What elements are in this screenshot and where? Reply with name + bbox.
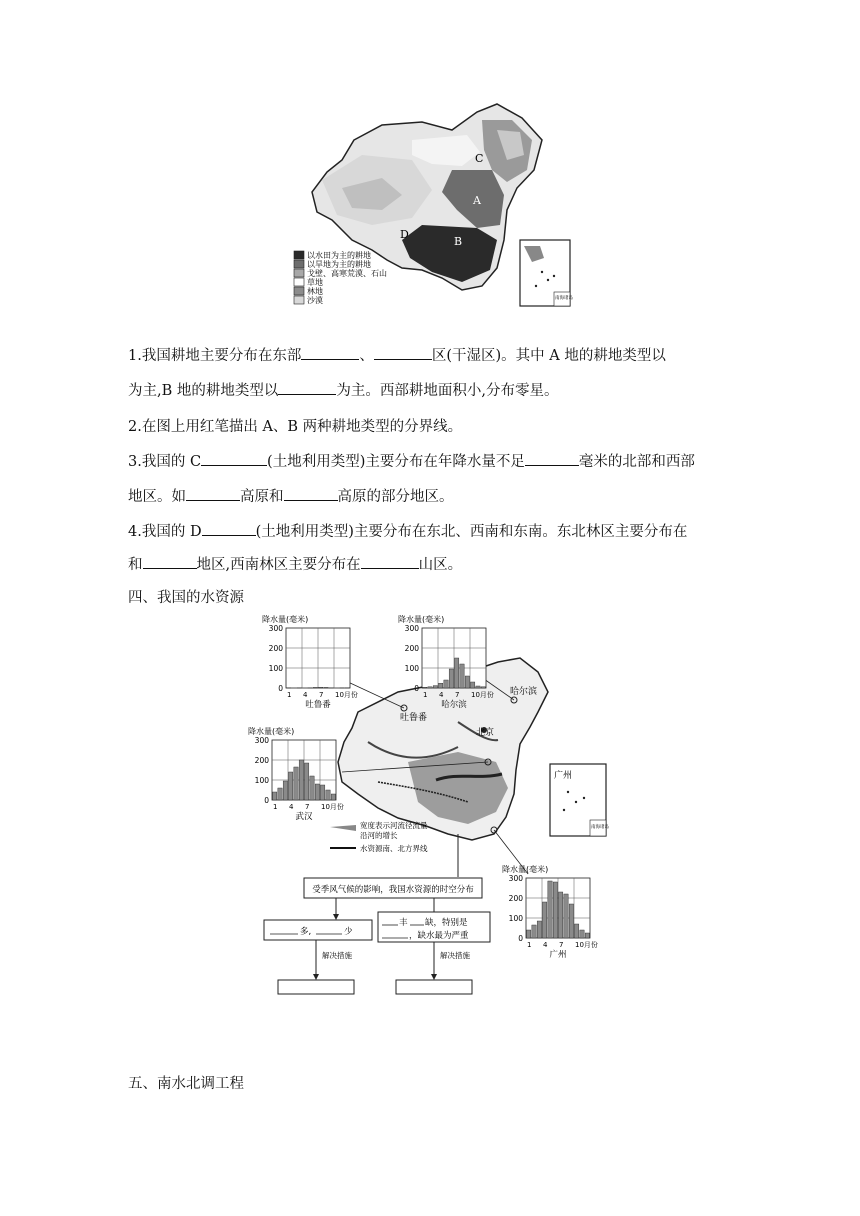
- legend-item: 宽度表示河流径流量: [360, 821, 428, 830]
- q1-text: 、: [359, 348, 374, 364]
- chart-xtick: 4: [289, 803, 294, 811]
- answer-box-left[interactable]: [278, 980, 354, 994]
- south-china-sea-inset-water: [550, 764, 609, 836]
- chart-xtick: 1: [273, 803, 278, 811]
- legend-item: 沿河的增长: [360, 831, 398, 840]
- q4-text: (土地利用类型)主要分布在东北、西南和东南。东北林区主要分布在: [255, 524, 688, 540]
- legend-item: 沙漠: [307, 296, 323, 305]
- water-resources-diagram: [248, 612, 614, 994]
- chart-ytick: 300: [404, 624, 419, 633]
- legend-item: 以旱地为主的耕地: [307, 260, 371, 269]
- chart-xtick: 1: [423, 691, 428, 699]
- q2-text: 2.在图上用红笔描出 A、B 两种耕地类型的分界线。: [128, 419, 463, 435]
- chart-xtick: 4: [439, 691, 444, 699]
- chart-bar: [465, 676, 469, 688]
- chart-xtick: 10月份: [575, 941, 598, 949]
- q3-text: (土地利用类型)主要分布在年降水量不足: [267, 454, 525, 470]
- q1-text: 为主。西部耕地面积小,分布零星。: [336, 383, 559, 399]
- flow-box-left: [264, 920, 372, 940]
- inset-label: 南海诸岛: [555, 296, 573, 301]
- chart-xtick: 1: [527, 941, 532, 949]
- legend-item: 草地: [307, 278, 323, 287]
- chart-title: 吐鲁番: [305, 700, 331, 710]
- inset-city-guangzhou: 广州: [554, 771, 573, 781]
- chart-title: 武汉: [295, 812, 313, 822]
- flow-left-right: 少: [344, 927, 353, 937]
- chart-ytick: 200: [268, 644, 283, 653]
- question-2: [128, 410, 738, 445]
- chart-bar: [294, 767, 298, 800]
- chart-ytick: 200: [254, 756, 269, 765]
- question-1-line-2: [128, 374, 738, 409]
- q3-text: 高原的部分地区。: [337, 489, 454, 505]
- chart-bar: [289, 772, 293, 800]
- chart-bar: [449, 669, 453, 688]
- chart-xtick: 1: [287, 691, 292, 699]
- chart-bar: [278, 788, 282, 800]
- chart-bar: [324, 687, 328, 688]
- chart-xtick: 7: [305, 803, 310, 811]
- flow-title: 受季风气候的影响，我国水资源的时空分布: [312, 885, 474, 895]
- answer-box-right[interactable]: [396, 980, 472, 994]
- chart-ytick: 100: [508, 914, 523, 923]
- chart-ytick: 100: [254, 776, 269, 785]
- chart-bar: [283, 781, 287, 800]
- legend-item: 林地: [307, 287, 323, 296]
- chart-bar: [310, 776, 314, 800]
- answer-blank[interactable]: [525, 451, 579, 466]
- flow-measure-left: 解决措施: [322, 951, 352, 960]
- chart-bar: [548, 881, 552, 938]
- q3-text: 3.我国的 C: [128, 454, 202, 470]
- landuse-map: [292, 100, 576, 312]
- map-city-harbin: 哈尔滨: [510, 687, 538, 697]
- chart-ylabel: 降水量(毫米): [398, 615, 445, 624]
- chart-bar: [537, 921, 541, 938]
- chart-bar: [433, 686, 437, 688]
- chart-bar: [543, 902, 547, 938]
- flow-left-mid: 多,: [300, 927, 312, 937]
- chart-bar: [569, 904, 573, 938]
- chart-bar: [321, 785, 325, 800]
- section-4-title: 四、我国的水资源: [128, 590, 244, 606]
- chart-ytick: 0: [414, 684, 419, 693]
- chart-xtick: 7: [319, 691, 324, 699]
- chart-bar: [575, 924, 579, 938]
- chart-xtick: 4: [543, 941, 548, 949]
- section-5-title: 五、南水北调工程: [128, 1076, 244, 1092]
- flow-right-right: 缺，特别是: [425, 918, 468, 928]
- chart-bar: [481, 687, 485, 688]
- chart-bar: [527, 930, 531, 938]
- chart-ytick: 300: [254, 736, 269, 745]
- chart-ylabel: 降水量(毫米): [248, 727, 295, 736]
- inset-label: 南海诸岛: [591, 825, 609, 830]
- q4-text: 4.我国的 D: [128, 524, 202, 540]
- chart-ytick: 0: [278, 684, 283, 693]
- answer-blank[interactable]: [361, 554, 419, 569]
- legend-item: 以水田为主的耕地: [307, 251, 371, 260]
- q1-text: 区(干湿区)。其中 A 地的耕地类型以: [431, 348, 666, 364]
- chart-bar: [315, 784, 319, 800]
- q4-text: 山区。: [418, 557, 463, 573]
- answer-blank[interactable]: [201, 451, 267, 466]
- flow-right-line2: ，缺水最为严重: [409, 931, 469, 941]
- answer-blank[interactable]: [284, 486, 338, 501]
- chart-bar: [585, 933, 589, 938]
- chart-bar: [564, 894, 568, 938]
- chart-ylabel: 降水量(毫米): [262, 615, 309, 624]
- chart-bar: [313, 687, 317, 688]
- chart-xtick: 7: [455, 691, 460, 699]
- flow-measure-right: 解决措施: [440, 951, 470, 960]
- map-city-beijing: 北京: [476, 728, 495, 738]
- chart-bar: [319, 687, 323, 688]
- chart-bar: [273, 792, 277, 800]
- flow-right-mid: 丰: [399, 918, 408, 928]
- question-3-line-1: [128, 445, 738, 480]
- chart-ylabel: 降水量(毫米): [502, 865, 549, 874]
- chart-bar: [460, 664, 464, 688]
- question-4-line-1: [128, 515, 738, 550]
- chart-xtick: 7: [559, 941, 564, 949]
- q1-text: 1.我国耕地主要分布在东部: [128, 348, 302, 364]
- chart-ytick: 300: [508, 874, 523, 883]
- map-label-d: D: [400, 228, 409, 241]
- chart-bar: [455, 658, 459, 688]
- answer-blank[interactable]: [374, 345, 432, 360]
- chart-bar: [444, 680, 448, 688]
- chart-bar: [580, 930, 584, 938]
- chart-title: 哈尔滨: [441, 700, 467, 710]
- chart-xtick: 10月份: [321, 803, 344, 811]
- water-resources-figure: [248, 612, 614, 994]
- q1-text: 为主,B 地的耕地类型以: [128, 383, 279, 399]
- chart-bar: [439, 683, 443, 688]
- chart-ytick: 100: [404, 664, 419, 673]
- chart-xtick: 10月份: [335, 691, 358, 699]
- chart-bar: [423, 687, 427, 688]
- chart-ytick: 200: [404, 644, 419, 653]
- chart-bar: [331, 794, 335, 800]
- chart-ytick: 100: [268, 664, 283, 673]
- answer-blank[interactable]: [301, 345, 359, 360]
- landuse-map-figure: [292, 100, 576, 312]
- map-label-b: B: [454, 235, 463, 248]
- question-4-line-2: [128, 548, 738, 583]
- chart-bar: [326, 790, 330, 800]
- answer-blank[interactable]: [202, 521, 256, 536]
- chart-ytick: 200: [508, 894, 523, 903]
- chart-xtick: 4: [303, 691, 308, 699]
- map-city-turpan: 吐鲁番: [400, 713, 428, 723]
- chart-bar: [305, 763, 309, 800]
- chart-bar: [532, 925, 536, 938]
- chart-bar: [476, 686, 480, 688]
- question-3-line-2: [128, 480, 738, 515]
- chart-ytick: 0: [518, 934, 523, 943]
- chart-bar: [299, 760, 303, 800]
- answer-blank[interactable]: [186, 486, 240, 501]
- q3-text: 毫米的北部和西部: [578, 454, 695, 470]
- legend-item: 水资源南、北方界线: [360, 844, 428, 853]
- chart-bar: [471, 682, 475, 688]
- map-label-c: C: [475, 152, 484, 165]
- answer-blank[interactable]: [143, 554, 197, 569]
- chart-ytick: 0: [264, 796, 269, 805]
- chart-ytick: 300: [268, 624, 283, 633]
- q4-text: 地区,西南林区主要分布在: [196, 557, 361, 573]
- question-1-line-1: [128, 339, 738, 374]
- q3-text: 高原和: [240, 489, 284, 505]
- chart-bar: [553, 882, 557, 938]
- chart-xtick: 10月份: [471, 691, 494, 699]
- answer-blank[interactable]: [278, 380, 336, 395]
- chart-bar: [559, 892, 563, 938]
- south-china-sea-inset: [520, 240, 573, 306]
- chart-title: 广州: [549, 950, 567, 960]
- legend-item: 戈壁、高寒荒漠、石山: [307, 269, 387, 278]
- chart-bar: [428, 687, 432, 688]
- map-label-a: A: [473, 194, 481, 207]
- q3-text: 地区。如: [128, 489, 186, 505]
- q4-text: 和: [128, 557, 143, 573]
